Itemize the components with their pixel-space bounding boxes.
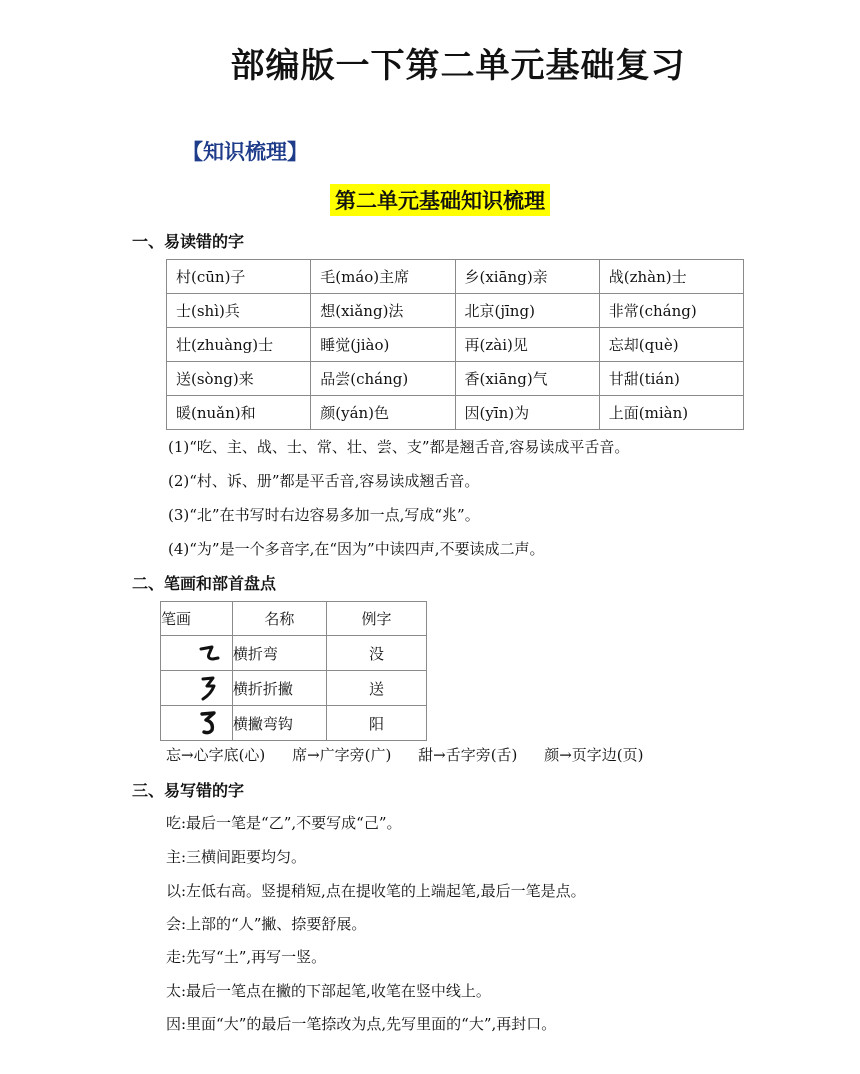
table-row	[167, 362, 744, 396]
note-1: (1)“吃、主、战、士、常、壮、尝、支”都是翘舌音,容易读成平舌音。	[168, 438, 630, 456]
table-cell: 战(zhàn)士	[599, 260, 743, 294]
heng-pie-wan-gou-stroke-icon	[197, 710, 221, 736]
table-row	[167, 396, 744, 430]
table-cell: 壮(zhuàng)士	[167, 328, 311, 362]
table-row	[167, 294, 744, 328]
table-cell: 想(xiǎng)法	[311, 294, 455, 328]
table-cell: 品尝(cháng)	[311, 362, 455, 396]
writing-tip: 太:最后一笔点在撇的下部起笔,收笔在竖中线上。	[166, 982, 491, 1000]
writing-tip: 走:先写“土”,再写一竖。	[166, 948, 327, 966]
table-cell: 睡觉(jiào)	[311, 328, 455, 362]
table-row	[161, 636, 427, 671]
table-row	[161, 671, 427, 706]
table-cell: 北京(jīng)	[455, 294, 599, 328]
pronunciation-table	[166, 259, 744, 430]
writing-tip: 因:里面“大”的最后一笔捺改为点,先写里面的“大”,再封口。	[166, 1015, 557, 1033]
stroke-example: 送	[326, 671, 426, 706]
writing-tip: 主:三横间距要均匀。	[166, 848, 307, 866]
table-row	[161, 706, 427, 741]
table-cell: 毛(máo)主席	[311, 260, 455, 294]
stroke-cell	[161, 671, 233, 706]
highlighted-subtitle: 第二单元基础知识梳理	[330, 184, 550, 216]
radical-item: 甜→舌字旁(舌)	[418, 746, 518, 764]
table-cell: 送(sòng)来	[167, 362, 311, 396]
table-cell: 暖(nuǎn)和	[167, 396, 311, 430]
header-stroke: 笔画	[161, 602, 233, 636]
writing-tip: 会:上部的“人”撇、捺要舒展。	[166, 915, 367, 933]
table-cell: 忘却(què)	[599, 328, 743, 362]
table-cell: 颜(yán)色	[311, 396, 455, 430]
table-cell: 士(shì)兵	[167, 294, 311, 328]
table-row	[167, 328, 744, 362]
stroke-example: 阳	[326, 706, 426, 741]
table-cell: 甘甜(tián)	[599, 362, 743, 396]
table-cell: 香(xiāng)气	[455, 362, 599, 396]
stroke-cell	[161, 706, 233, 741]
stroke-name: 横折折撇	[232, 671, 326, 706]
table-cell: 村(cūn)子	[167, 260, 311, 294]
table-cell: 因(yīn)为	[455, 396, 599, 430]
stroke-name: 横折弯	[232, 636, 326, 671]
section-heading-2: 二、笔画和部首盘点	[132, 574, 277, 593]
note-2: (2)“村、诉、册”都是平舌音,容易读成翘舌音。	[168, 472, 480, 490]
header-name: 名称	[232, 602, 326, 636]
radical-list	[166, 744, 665, 765]
table-cell: 非常(cháng)	[599, 294, 743, 328]
writing-tip: 吃:最后一笔是“乙”,不要写成“己”。	[166, 814, 402, 832]
stroke-name: 横撇弯钩	[232, 706, 326, 741]
note-3: (3)“北”在书写时右边容易多加一点,写成“兆”。	[168, 506, 480, 524]
section-heading-3: 三、易写错的字	[132, 781, 245, 800]
table-header-row	[161, 602, 427, 636]
section-tag: 【知识梳理】	[182, 140, 308, 164]
table-row	[167, 260, 744, 294]
heng-zhe-zhe-pie-stroke-icon	[197, 675, 221, 701]
header-example: 例字	[326, 602, 426, 636]
stroke-example: 没	[326, 636, 426, 671]
section-heading-1: 一、易读错的字	[132, 232, 245, 251]
writing-tip: 以:左低右高。竖提稍短,点在提收笔的上端起笔,最后一笔是点。	[166, 882, 586, 900]
stroke-cell	[161, 636, 233, 671]
note-4: (4)“为”是一个多音字,在“因为”中读四声,不要读成二声。	[168, 540, 545, 558]
table-cell: 再(zài)见	[455, 328, 599, 362]
radical-item: 颜→页字边(页)	[544, 746, 644, 764]
heng-zhe-wan-stroke-icon	[197, 640, 221, 666]
stroke-table	[160, 601, 427, 741]
radical-item: 席→广字旁(广)	[292, 746, 392, 764]
table-cell: 乡(xiāng)亲	[455, 260, 599, 294]
page-title: 部编版一下第二单元基础复习	[230, 46, 686, 86]
radical-item: 忘→心字底(心)	[166, 746, 266, 764]
table-cell: 上面(miàn)	[599, 396, 743, 430]
